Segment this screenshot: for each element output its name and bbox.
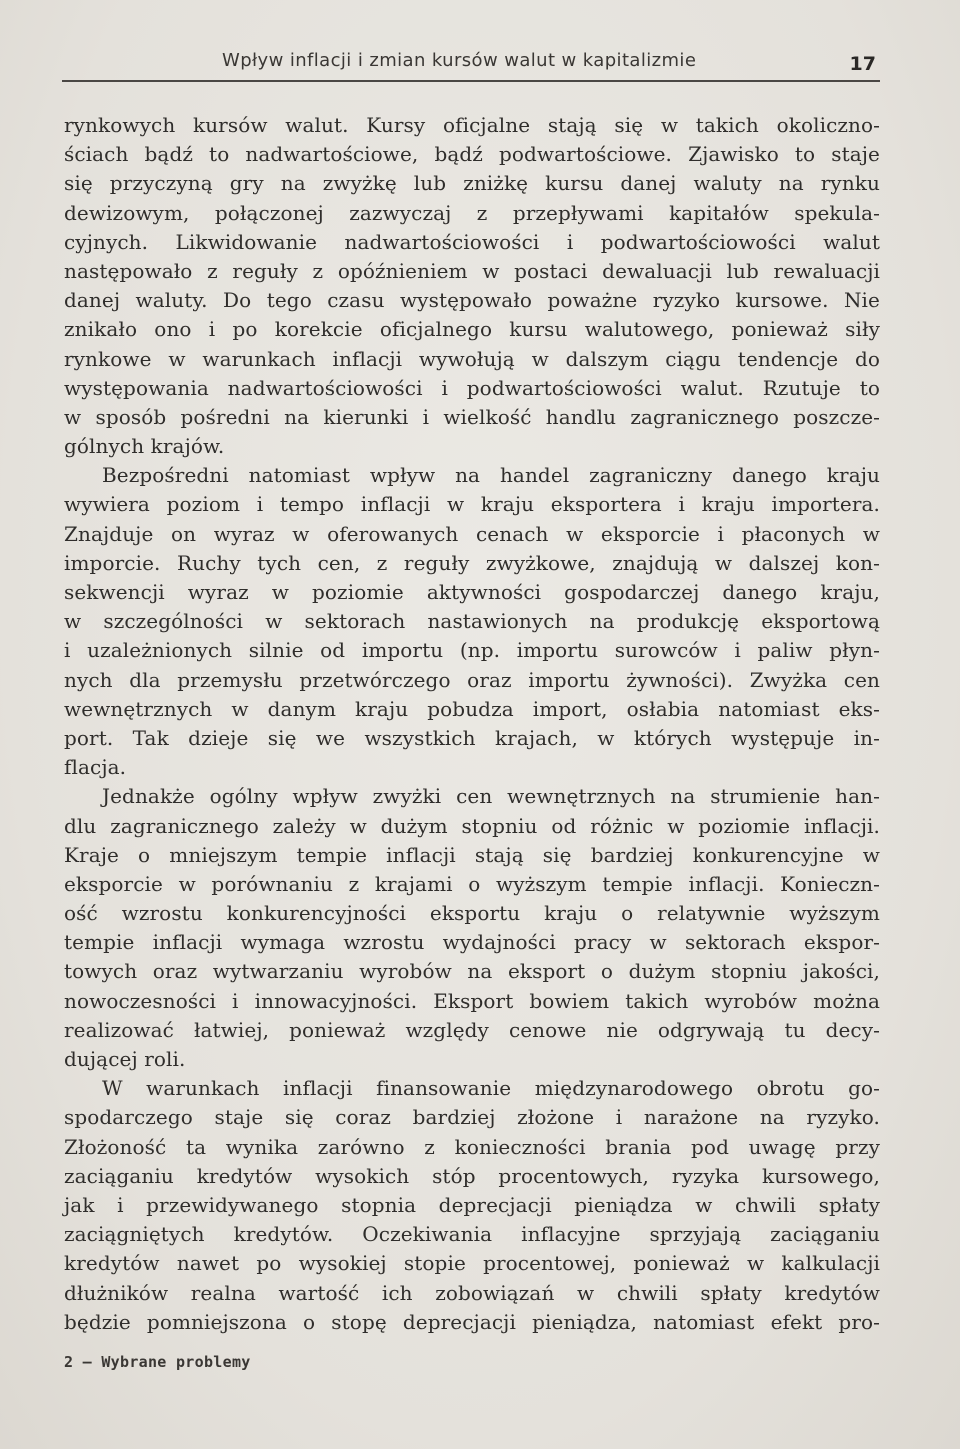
text-line: zaciągniętych kredytów. Oczekiwania inflacyjne sprzyjają zaciąganiu [64,1222,880,1247]
text-line: będzie pomniejszona o stopę deprecjacji pieniądza, natomiast efekt pro- [64,1309,880,1334]
text-line: nowoczesności i innowacyjności. Eksport bowiem takich wyrobów można [64,988,880,1013]
running-header-title: Wpływ inflacji i zmian kursów walut w kapitalizmie [222,50,697,71]
text-line: się przyczyną gry na zwyżkę lub zniżkę kursu danej waluty na rynku [64,171,880,196]
paragraph-end-line: dującej roli. [64,1047,186,1071]
text-line: nych dla przemysłu przetwórczego oraz importu żywności). Zwyżka cen [64,667,880,692]
text-line: ość wzrostu konkurencyjności eksportu kraju o relatywnie wyższym [64,901,880,926]
text-line: wywiera poziom i tempo inflacji w kraju eksportera i kraju importera. [64,492,880,517]
text-line: i uzależnionych silnie od importu (np. importu surowców i paliw płyn- [64,638,880,663]
text-line: jak i przewidywanego stopnia deprecjacji pieniądza w chwili spłaty [64,1192,880,1217]
text-line: występowania nadwartościowości i podwartościowości walut. Rzutuje to [64,375,880,400]
text-line: cyjnych. Likwidowanie nadwartościowości i podwartościowości walut [64,229,880,254]
text-line: zaciąganiu kredytów wysokich stóp procentowych, ryzyka kursowego, [64,1163,880,1188]
text-line: Kraje o mniejszym tempie inflacji stają się bardziej konkurencyjne w [64,842,880,867]
text-line: dlu zagranicznego zależy w dużym stopniu od różnic w poziomie inflacji. [64,813,880,838]
text-line: sekwencji wyraz w poziomie aktywności gospodarczej danego kraju, [64,580,880,604]
text-line: dewizowym, połączonej zazwyczaj z przepływami kapitałów spekula- [64,200,880,225]
text-line: w sposób pośredni na kierunki i wielkość handlu zagranicznego poszcze- [64,404,880,429]
text-line: wewnętrznych w danym kraju pobudza import, osłabia natomiast eks- [64,696,880,721]
text-line: imporcie. Ruchy tych cen, z reguły zwyżkowe, znajdują w dalszej kon- [64,550,880,575]
text-line: towych oraz wytwarzaniu wyrobów na eksport o dużym stopniu jakości, [64,959,880,984]
running-header [62,50,880,82]
text-line: w szczególności w sektorach nastawionych na produkcję eksportową [64,609,880,634]
paragraph-end-line: flacja. [64,755,127,780]
paragraph-start-line: Jednakże ogólny wpływ zwyżki cen wewnętrznych na strumienie han- [102,784,880,809]
paragraph-start-line: Bezpośredni natomiast wpływ na handel zagraniczny danego kraju [102,463,880,488]
body-text [64,111,880,1337]
text-line: kredytów nawet po wysokiej stopie procentowej, ponieważ w kalkulacji [64,1251,880,1276]
text-line: rynkowych kursów walut. Kursy oficjalne stają się w takich okoliczno- [64,113,880,137]
text-line: rynkowe w warunkach inflacji wywołują w dalszym ciągu tendencje do [64,346,880,371]
text-line: Znajduje on wyraz w oferowanych cenach w eksporcie i płaconych w [64,521,880,546]
paragraph-start-line: W warunkach inflacji finansowanie międzynarodowego obrotu go- [102,1076,880,1101]
text-line: port. Tak dzieje się we wszystkich krajach, w których występuje in- [64,725,880,750]
page-number: 17 [849,53,876,75]
text-line: danej waluty. Do tego czasu występowało poważne ryzyko kursowe. Nie [64,288,880,313]
signature-mark: 2 — Wybrane problemy [64,1353,251,1371]
text-line: następowało z reguły z opóźnieniem w postaci dewaluacji lub rewaluacji [64,258,880,283]
text-line: spodarczego staje się coraz bardziej złożone i narażone na ryzyko. [64,1105,880,1130]
text-line: dłużników realna wartość ich zobowiązań w chwili spłaty kredytów [64,1280,880,1305]
text-line: tempie inflacji wymaga wzrostu wydajności pracy w sektorach ekspor- [64,930,880,955]
text-line: realizować łatwiej, ponieważ względy cenowe nie odgrywają tu decy- [64,1017,880,1042]
text-line: eksporcie w porównaniu z krajami o wyższym tempie inflacji. Konieczn- [64,871,880,896]
text-line: Złożoność ta wynika zarówno z konieczności brania pod uwagę przy [64,1134,880,1159]
paragraph-end-line: gólnych krajów. [64,434,225,459]
text-line: ściach bądź to nadwartościowe, bądź podwartościowe. Zjawisko to staje [64,142,880,167]
text-line: znikało ono i po korekcie oficjalnego kursu walutowego, ponieważ siły [64,317,880,342]
